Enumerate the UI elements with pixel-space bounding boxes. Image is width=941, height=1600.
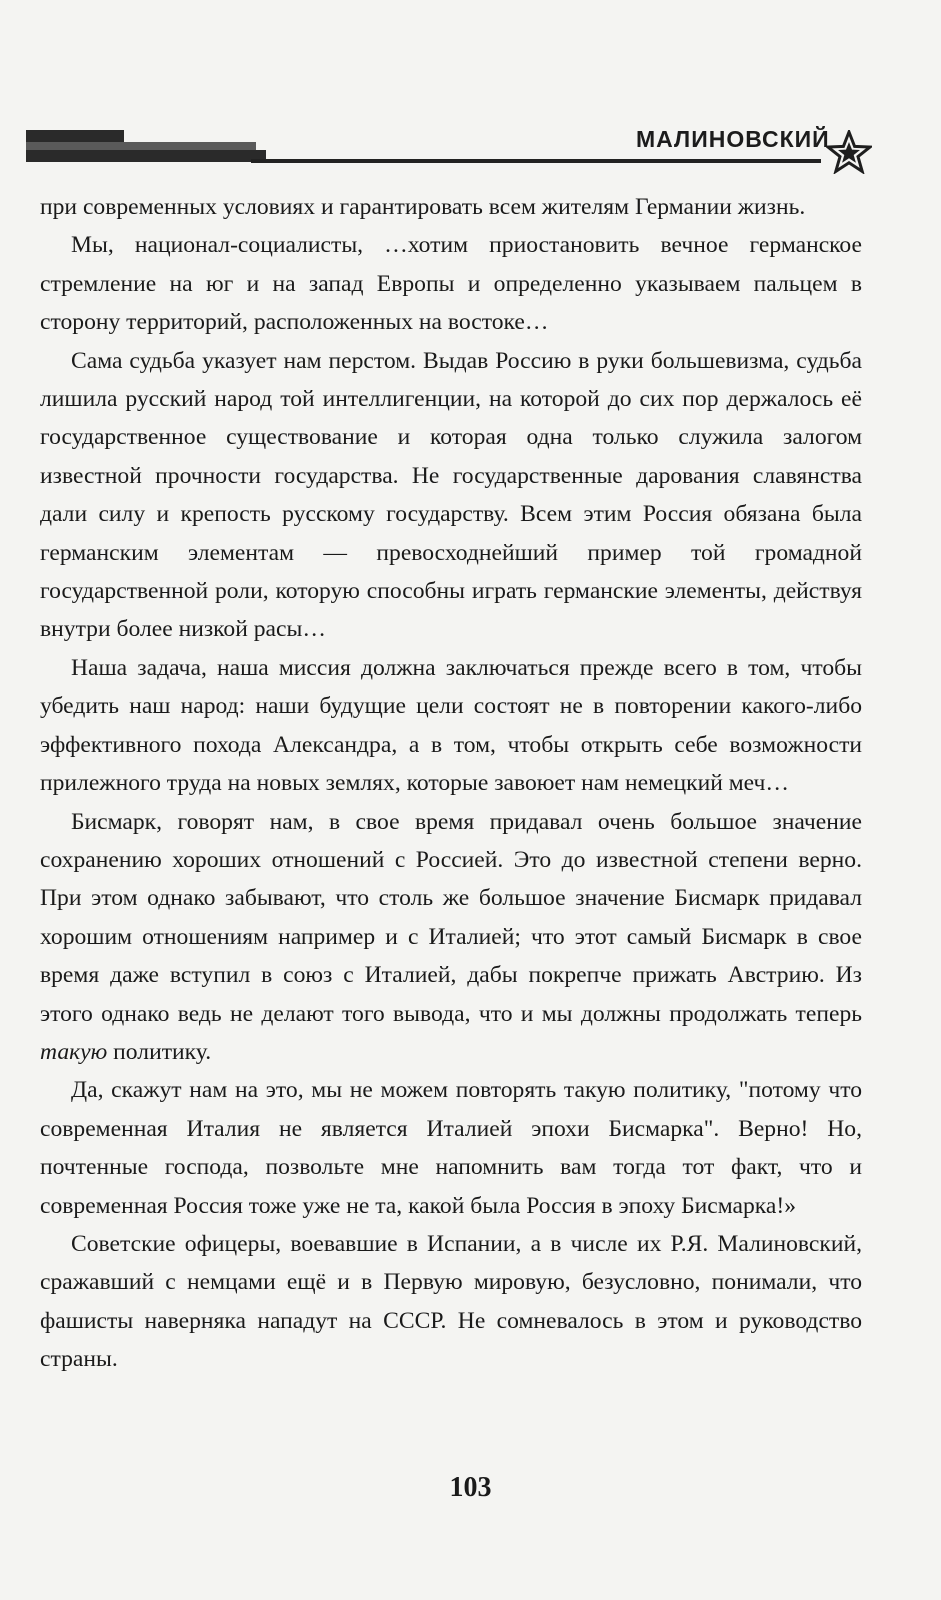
star-icon [826,130,872,174]
paragraph-soviet-officers: Советские офицеры, воевавшие в Испании, а в числе их Р.Я. Малиновский, сражавший с немцами ещё и в Первую мировую, безусловно, понимали, что фашисты наверняка нападут на СССР. Не сомневалось в этом и руководство страны. [40,1230,862,1373]
header-ribbon-top [26,130,124,142]
paragraph-fate: Сама судьба указует нам перстом. Выдав Россию в руки большевизма, судьба лишила русский народ той интеллигенции, на которой до сих пор держалось её государственное существование и которая одна только служила залогом известной прочности государства. Не государственные дарования славянства дали силу и крепость русскому государству. Всем этим Россия обязана была германским элементам — превосходнейший пример той громадной государственной роли, которую способны играть германские элементы, действуя внутри более низкой расы… [40,347,862,643]
paragraph-italy: Да, скажут нам на это, мы не можем повторять такую политику, "потому что современная Италия не является Италией эпохи Бисмарка". Верно! Но, почтенные господа, позвольте мне напомнить вам тогда тот факт, что и современная Россия тоже уже не та, какой была Россия в эпоху Бисмарка!» [40,1077,862,1219]
running-title: МАЛИНОВСКИЙ [636,126,830,152]
paragraph-continued: при современных условиях и гарантировать всем жителям Германии жизнь. [40,194,806,220]
bismarck-text-end: политику. [107,1038,212,1065]
page-number: 103 [449,1472,492,1503]
bismarck-text: Бисмарк, говорят нам, в свое время придавал очень большое значение сохранению хороших отношений с Россией. Это до известной степени верно. При этом однако забывают, что столь же большое значение Бисмарк придавал хорошим отношениям например и с Италией; что этот самый Бисмарк в свое время даже вступил в союз с Италией, дабы покрепче прижать Австрию. Из этого однако ведь не делают того вывода, что и мы должны продолжать теперь [40,808,862,1027]
paragraph-national-socialists: Мы, национал-социалисты, …хотим приостановить вечное германское стремление на юг и на запад Европы и определенно указываем пальцем в сторону территорий, расположенных на востоке… [40,232,862,336]
header-rule [251,159,821,163]
header-ribbon-middle [26,142,256,150]
header-ribbon-bottom [26,150,266,162]
running-header [26,118,886,178]
paragraph-bismarck [40,803,862,1072]
paragraph-mission: Наша задача, наша миссия должна заключаться прежде всего в том, чтобы убедить наш народ: наши будущие цели состоят не в повторении какого-либо эффективного похода Александра, а в том, чтобы открыть себе возможности прилежного труда на новых землях, которые завоюет нам немецкий меч… [40,654,862,797]
body-text [40,188,862,1379]
emphasis-word: такую [40,1038,108,1065]
